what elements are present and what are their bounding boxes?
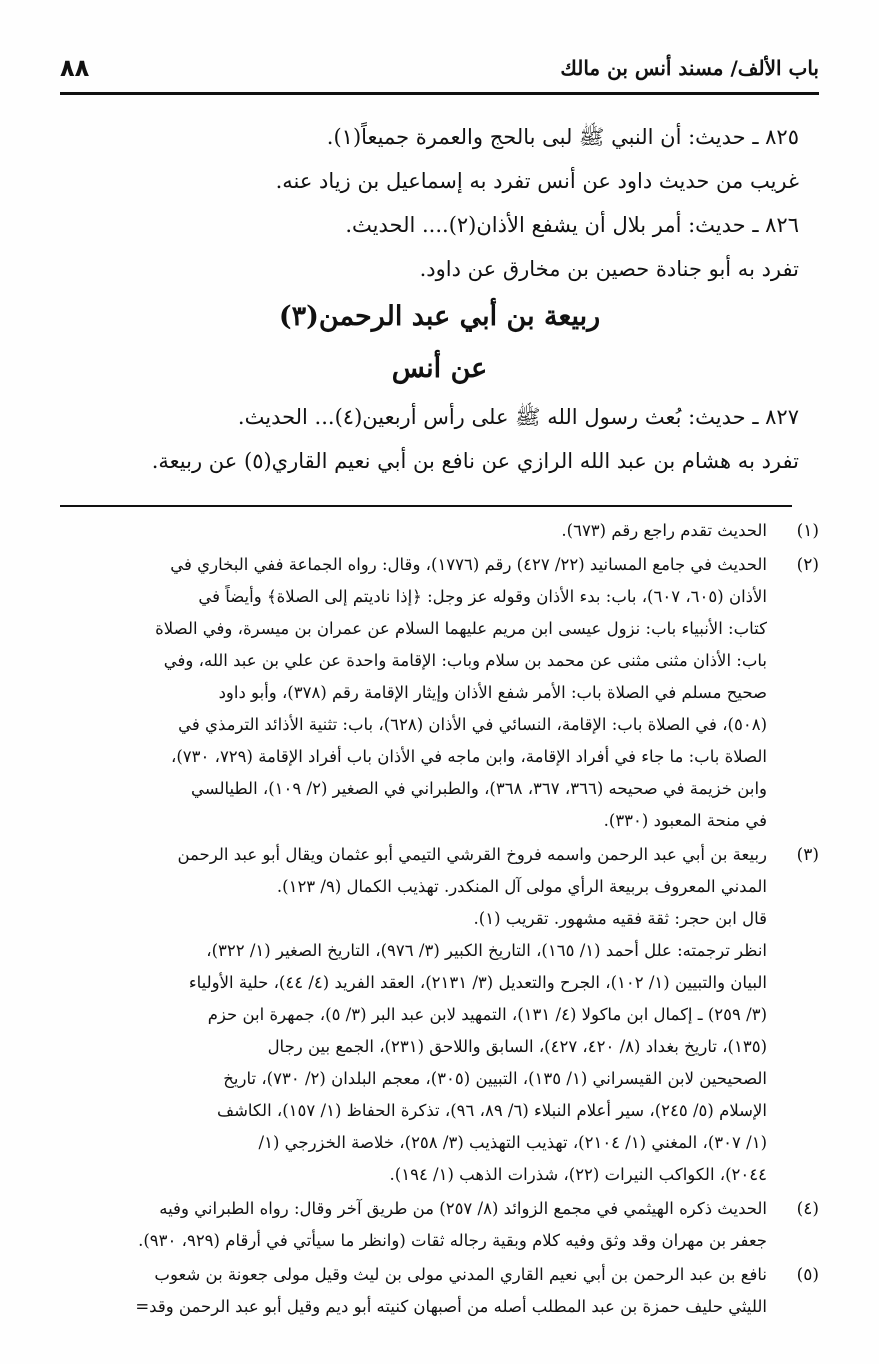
footnote-line: (١/ ٣٠٧)، المغني (١/ ٢١٠٤)، تهذيب التهذيب (٣/ ٢٥٨)، خلاصة الخزرجي (١/ (258, 1133, 767, 1152)
footnote-line: (٥٠٨)، في الصلاة باب: الإقامة، النسائي في الأذان (٦٢٨)، باب: تثنية الأذائد الترمذي في (178, 715, 767, 734)
hadith-827-note: تفرد به هشام بن عبد الله الرازي عن نافع بن أبي نعيم القاري(٥) عن ربيعة. (151, 449, 799, 473)
footnote-line: الليثي حليف حمزة بن عبد المطلب أصله من أصبهان كنيته أبو ديم وقيل أبو عبد الرحمن وقد= (135, 1297, 767, 1316)
footnote-line: الأذان (٦٠٥، ٦٠٧)، باب: بدء الأذان وقوله عز وجل: ﴿إذا ناديتم إلى الصلاة﴾ وأيضاً في (198, 587, 767, 606)
footnote-line: الإسلام (٥/ ٢٤٥)، سير أعلام النبلاء (٦/ ٨٩، ٩٦)، تذكرة الحفاظ (١/ ١٥٧)، الكاشف (217, 1101, 767, 1120)
footnote-line: ربيعة بن أبي عبد الرحمن واسمه فروخ القرشي التيمي أبو عثمان ويقال أبو عبد الرحمن (177, 845, 767, 864)
footnote-line: نافع بن عبد الرحمن بن أبي نعيم القاري المدني مولى بن ليث وقيل مولى جعونة بن شعوب (154, 1265, 767, 1284)
section-heading-source: عن أنس (391, 353, 488, 384)
footnote-line: الحديث ذكره الهيثمي في مجمع الزوائد (٨/ ٢٥٧) من طريق آخر وقال: رواه الطبراني وفيه (159, 1199, 767, 1218)
footnote-line: في منحة المعبود (٣٣٠). (603, 811, 767, 830)
hadith-825-line: ٨٢٥ ـ حديث: أن النبي ﷺ لبى بالحج والعمرة جميعاً(١). (326, 125, 799, 149)
footnote-line: الصحيحين لابن القيسراني (١/ ١٣٥)، التبيين (٣٠٥)، معجم البلدان (٢/ ٧٣٠)، تاريخ (223, 1069, 767, 1088)
footnote-line: انظر ترجمته: علل أحمد (١/ ١٦٥)، التاريخ الكبير (٣/ ٩٧٦)، التاريخ الصغير (١/ ٣٢٢)، (206, 941, 767, 960)
footnote-number: (٥) (796, 1265, 819, 1285)
footnote-line: الحديث في جامع المسانيد (٢٢/ ٤٢٧) رقم (١٧٧٦)، وقال: رواه الجماعة ففي البخاري في (170, 555, 767, 574)
footnote-line: البيان والتبيين (١/ ١٠٢)، الجرح والتعديل (٣/ ٢١٣١)، العقد الفريد (٤/ ٤٤)، حلية الأولياء (188, 973, 767, 992)
footnote-line: الصلاة باب: ما جاء في أفراد الإقامة، وابن ماجه في الأذان باب أفراد الإقامة (٧٢٩، ٧٣٠)، (171, 747, 767, 766)
footnote-5 (60, 1259, 819, 1323)
running-header (60, 52, 819, 92)
footnote-line: ٢٠٤٤)، الكواكب النيرات (٢٢)، شذرات الذهب (١/ ١٩٤). (389, 1165, 767, 1184)
hadith-826-line: ٨٢٦ ـ حديث: أمر بلال أن يشفع الأذان(٢).... الحديث. (345, 213, 799, 237)
footnote-2 (60, 549, 819, 837)
page-number: ٨٨ (60, 54, 90, 82)
footnote-number: (٣) (796, 845, 819, 865)
footnote-line: (١٣٥)، تاريخ بغداد (٨/ ٤٢٠، ٤٢٧)، السابق واللاحق (٢٣١)، الجمع بين رجال (267, 1037, 767, 1056)
footnote-line: (٣/ ٢٥٩) ـ إكمال ابن ماكولا (٤/ ١٣١)، التمهيد لابن عبد البر (٣/ ٥)، جمهرة ابن حزم (207, 1005, 767, 1024)
hadith-826-note: تفرد به أبو جنادة حصين بن مخارق عن داود. (419, 257, 799, 281)
footnote-line: باب: الأذان مثنى مثنى عن محمد بن سلام وباب: الإقامة واحدة عن علي بن عبد الله، وفي (163, 651, 767, 670)
footnote-number: (١) (796, 521, 819, 541)
footnote-3 (60, 839, 819, 1191)
hadith-827-line: ٨٢٧ ـ حديث: بُعث رسول الله ﷺ على رأس أربعين(٤)... الحديث. (237, 405, 799, 429)
footnote-line: المدني المعروف بربيعة الرأي مولى آل المنكدر. تهذيب الكمال (٩/ ١٢٣). (276, 877, 767, 896)
main-text (80, 115, 799, 483)
footnote-1 (60, 515, 819, 547)
footnote-line: كتاب: الأنبياء باب: نزول عيسى ابن مريم عليهما السلام عن عمران بن ميسرة، وفي الصلاة (155, 619, 767, 638)
footnote-rule (60, 505, 792, 507)
footnote-4 (60, 1193, 819, 1257)
header-rule (60, 92, 819, 95)
footnote-number: (٢) (796, 555, 819, 575)
footnote-line: وابن خزيمة في صحيحه (٣٦٦، ٣٦٧، ٣٦٨)، والطبراني في الصغير (٢/ ١٠٩)، الطيالسي (191, 779, 767, 798)
footnote-number: (٤) (796, 1199, 819, 1219)
footnotes (60, 515, 819, 1325)
hadith-825-note: غريب من حديث داود عن أنس تفرد به إسماعيل بن زياد عنه. (275, 169, 799, 193)
footnote-line: جعفر بن مهران وقد وثق وفيه كلام وبقية رجاله ثقات (وانظر ما سيأتي في أرقام (٩٢٩، ٩٣٠). (138, 1231, 767, 1250)
footnote-line: قال ابن حجر: ثقة فقيه مشهور. تقريب (١). (473, 909, 767, 928)
running-title: باب الألف/ مسند أنس بن مالك (560, 56, 819, 80)
section-heading-narrator: ربيعة بن أبي عبد الرحمن(٣) (278, 301, 601, 332)
footnote-line: صحيح مسلم في الصلاة باب: الأمر شفع الأذان وإيثار الإقامة رقم (٣٧٨)، وأبو داود (218, 683, 767, 702)
footnote-line: الحديث تقدم راجع رقم (٦٧٣). (561, 521, 767, 540)
